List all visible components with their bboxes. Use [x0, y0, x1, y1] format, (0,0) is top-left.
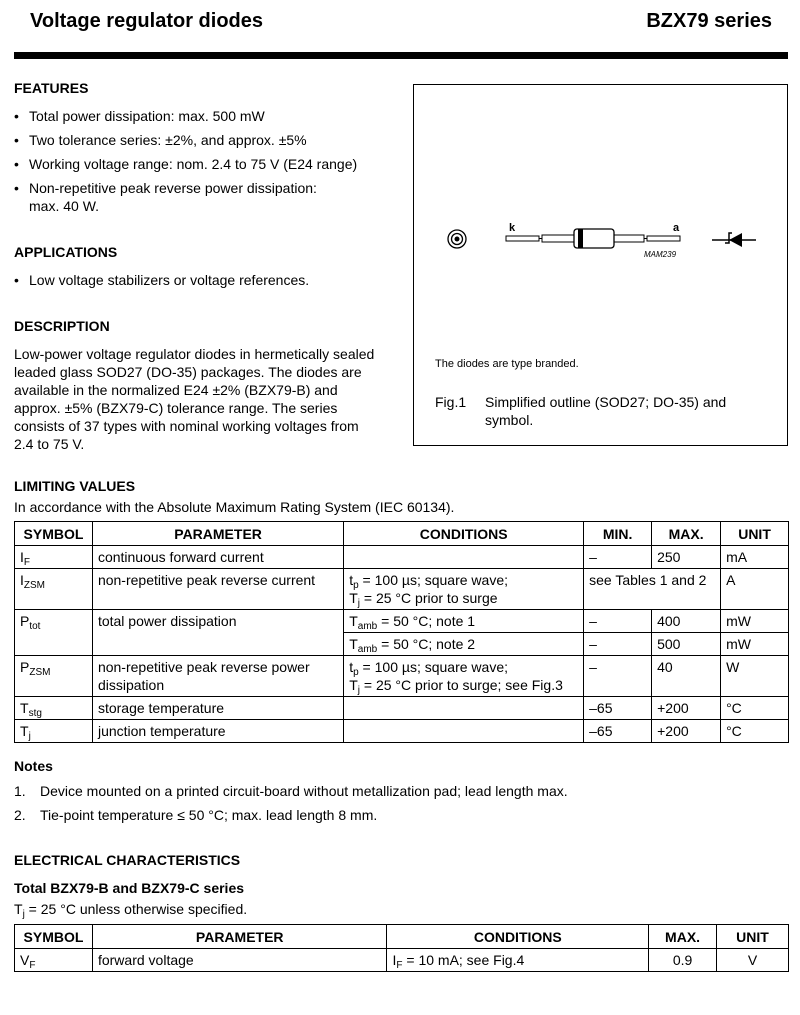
applications-list — [14, 271, 404, 295]
feature-item: • Total power dissipation: max. 500 mW — [14, 107, 404, 125]
notes-heading: Notes — [14, 758, 53, 774]
description-heading: DESCRIPTION — [14, 318, 110, 334]
table-row: $T_{stg}$ storage temperature –65 +200 °C — [15, 697, 789, 720]
table-row: $P_{tot}$ total power dissipation $T_{amb} = 50$ °C; note 1 – 400 mW — [15, 610, 789, 633]
table-row: $I_F$ continuous forward current – 250 mA — [15, 546, 789, 569]
wire-left — [542, 235, 574, 242]
zener-triangle — [729, 233, 742, 247]
limiting-subtitle: In accordance with the Absolute Maximum Rating System (IEC 60134). — [14, 499, 455, 515]
label-a: a — [673, 222, 680, 234]
figure-box — [413, 84, 788, 446]
electrical-table — [14, 924, 789, 972]
electrical-heading: ELECTRICAL CHARACTERISTICS — [14, 852, 241, 868]
table-row: $P_{ZSM}$ non-repetitive peak reverse power dissipation $t_p = 100$ µs; square wave; $T_j = 25$ °C prior to surge; see Fig.3 – 40 W — [15, 656, 789, 697]
features-heading: FEATURES — [14, 80, 89, 96]
application-item: • Low voltage stabilizers or voltage references. — [14, 271, 404, 289]
lead-right — [647, 236, 680, 241]
diode-outline-drawing — [414, 205, 787, 405]
cathode-band — [578, 229, 583, 248]
note-item: 1. Device mounted on a printed circuit-board without metallization pad; lead length max. — [14, 783, 568, 799]
zener-bar — [725, 233, 732, 243]
page-title: Voltage regulator diodes — [30, 10, 263, 32]
features-list — [14, 107, 404, 215]
notes-list — [14, 782, 789, 830]
drawing-code: MAM239 — [644, 250, 677, 259]
table-row: $T_{amb} = 50$ °C; note 2 – 500 mW — [15, 633, 789, 656]
table-header-row: SYMBOL PARAMETER CONDITIONS MIN. MAX. UNIT — [15, 522, 789, 546]
end-view-center — [455, 237, 460, 242]
table-header-row: SYMBOL PARAMETER CONDITIONS MAX. UNIT — [15, 925, 789, 949]
note-item: 2. Tie-point temperature ≤ 50 °C; max. lead length 8 mm. — [14, 807, 378, 823]
feature-item: • Non-repetitive peak reverse power dissipation: max. 40 W. — [14, 179, 404, 215]
branded-note: The diodes are type branded. — [435, 358, 579, 370]
fig-caption-number: Fig.1 — [435, 394, 467, 410]
header-rule — [14, 52, 788, 59]
electrical-subheading: Total BZX79-B and BZX79-C series — [14, 880, 245, 896]
applications-heading: APPLICATIONS — [14, 244, 118, 260]
feature-item: • Working voltage range: nom. 2.4 to 75 V (E24 range) — [14, 155, 404, 173]
table-row: $V_F$ forward voltage $I_F = 10$ mA; see Fig.4 0.9 V — [15, 949, 789, 972]
label-k: k — [509, 222, 516, 234]
limiting-heading: LIMITING VALUES — [14, 478, 136, 494]
lead-left — [506, 236, 539, 241]
limiting-values-table — [14, 521, 789, 743]
series-title: BZX79 series — [646, 10, 772, 32]
table-row: $I_{ZSM}$ non-repetitive peak reverse current $t_p = 100$ µs; square wave; $T_j = 25$ °C prior to surge see Tables 1 and 2 A — [15, 569, 789, 610]
fig-caption-text: Simplified outline (SOD27; DO-35) and symbol. — [485, 394, 727, 428]
wire-right — [614, 235, 644, 242]
table-row: $T_j$ junction temperature –65 +200 °C — [15, 720, 789, 743]
description-text: Low-power voltage regulator diodes in hermetically sealed leaded glass SOD27 (DO-35) packages. The diodes are available in the normalized E24 ±2% (BZX79-B) and approx. ±5% (BZX79-C) tolerance range. The series consists of 37 types with nominal working voltages from 2.4 to 75 V. — [14, 346, 375, 452]
feature-item: • Two tolerance series: ±2%, and approx. ±5% — [14, 131, 404, 149]
electrical-condition: $T_j = 25$ °C unless otherwise specified. — [14, 901, 248, 920]
